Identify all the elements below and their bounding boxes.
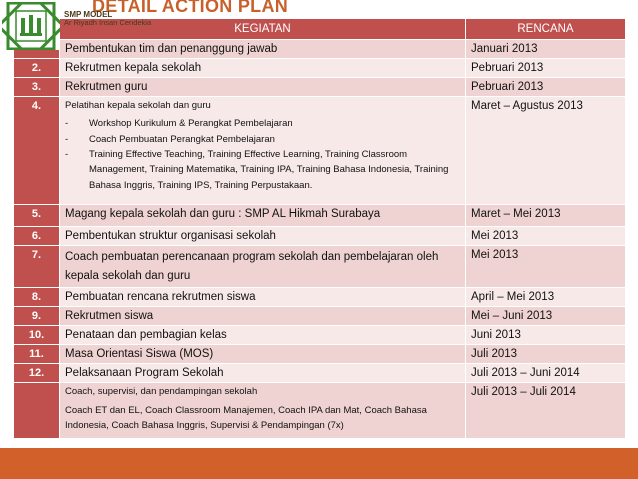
- table-row: [14, 383, 626, 439]
- table-row: [14, 246, 626, 288]
- row-rencana: Maret – Agustus 2013: [466, 97, 626, 205]
- table-row: [14, 345, 626, 364]
- row-number: 11.: [14, 345, 60, 364]
- row-number: 4.: [14, 97, 60, 205]
- row-rencana: Mei 2013: [466, 227, 626, 246]
- row-kegiatan: [60, 383, 466, 439]
- row-kegiatan: [60, 97, 466, 205]
- row-number: 7.: [14, 246, 60, 288]
- row-kegiatan: Pembentukan tim dan penanggung jawab: [60, 40, 466, 59]
- row-rencana: Juli 2013: [466, 345, 626, 364]
- row-rencana: April – Mei 2013: [466, 288, 626, 307]
- footer-bar: [0, 448, 638, 479]
- row-kegiatan: Rekrutmen siswa: [60, 307, 466, 326]
- row-rencana: Juni 2013: [466, 326, 626, 345]
- table-row: [14, 227, 626, 246]
- row-rencana: Pebruari 2013: [466, 59, 626, 78]
- row-rencana: Mei 2013: [466, 246, 626, 288]
- table-row: [14, 364, 626, 383]
- list-item: - Workshop Kurikulum & Perangkat Pembelajaran: [65, 116, 461, 131]
- school-name-line-2: Ar Riyadh Insan Cendekia: [64, 18, 152, 28]
- row-rencana: Pebruari 2013: [466, 78, 626, 97]
- row-number: 5.: [14, 205, 60, 227]
- table-row: [14, 97, 626, 205]
- school-logo: [2, 2, 60, 50]
- kegiatan-main-text: Pelatihan kepala sekolah dan guru: [65, 100, 211, 111]
- row-number: 3.: [14, 78, 60, 97]
- row-kegiatan: Pelaksanaan Program Sekolah: [60, 364, 466, 383]
- row-rencana: Mei – Juni 2013: [466, 307, 626, 326]
- row-kegiatan: Penataan dan pembagian kelas: [60, 326, 466, 345]
- header-rencana: RENCANA: [466, 19, 626, 40]
- action-plan-table: [13, 18, 626, 439]
- row-kegiatan: Magang kepala sekolah dan guru : SMP AL Hikmah Surabaya: [60, 205, 466, 227]
- header-kegiatan: KEGIATAN: [60, 19, 466, 40]
- kegiatan-line-1: Coach, supervisi, dan pendampingan sekolah: [65, 386, 258, 397]
- school-name-line-1: SMP MODEL: [64, 10, 113, 19]
- kegiatan-sub-list: [65, 116, 461, 193]
- row-kegiatan: Masa Orientasi Siswa (MOS): [60, 345, 466, 364]
- table-row: [14, 40, 626, 59]
- row-rencana: Juli 2013 – Juni 2014: [466, 364, 626, 383]
- table-row: [14, 78, 626, 97]
- school-name: [64, 11, 151, 27]
- row-number: 2.: [14, 59, 60, 78]
- row-number: 8.: [14, 288, 60, 307]
- row-kegiatan: Pembuatan rencana rekrutmen siswa: [60, 288, 466, 307]
- list-item: - Training Effective Teaching, Training Effective Learning, Training Classroom Management, Training Matematika, Training IPA, Training Bahasa Indonesia, Training Bahasa Inggris, Training IPS, Training Perpustakaan.: [65, 147, 461, 193]
- row-number: [14, 383, 60, 439]
- table-row: [14, 205, 626, 227]
- kegiatan-line-2: Coach ET dan EL, Coach Classroom Manajemen, Coach IPA dan Mat, Coach Bahasa Indonesia, Coach Bahasa Inggris, Supervisi & Pendampingan (7x): [65, 405, 427, 431]
- row-rencana: Januari 2013: [466, 40, 626, 59]
- table-row: [14, 307, 626, 326]
- table-row: [14, 326, 626, 345]
- row-kegiatan: Pembentukan struktur organisasi sekolah: [60, 227, 466, 246]
- row-kegiatan: Coach pembuatan perencanaan program sekolah dan pembelajaran oleh kepala sekolah dan guru: [60, 246, 466, 288]
- school-logo-icon: [2, 2, 60, 50]
- slide-title: DETAIL ACTION PLAN: [92, 0, 289, 16]
- table-row: [14, 59, 626, 78]
- table-row: [14, 288, 626, 307]
- row-number: 12.: [14, 364, 60, 383]
- row-rencana: Maret – Mei 2013: [466, 205, 626, 227]
- list-item: - Coach Pembuatan Perangkat Pembelajaran: [65, 132, 461, 147]
- row-number: 10.: [14, 326, 60, 345]
- row-number: 6.: [14, 227, 60, 246]
- row-rencana: Juli 2013 – Juli 2014: [466, 383, 626, 439]
- row-kegiatan: Rekrutmen guru: [60, 78, 466, 97]
- row-number: 9.: [14, 307, 60, 326]
- row-kegiatan: Rekrutmen kepala sekolah: [60, 59, 466, 78]
